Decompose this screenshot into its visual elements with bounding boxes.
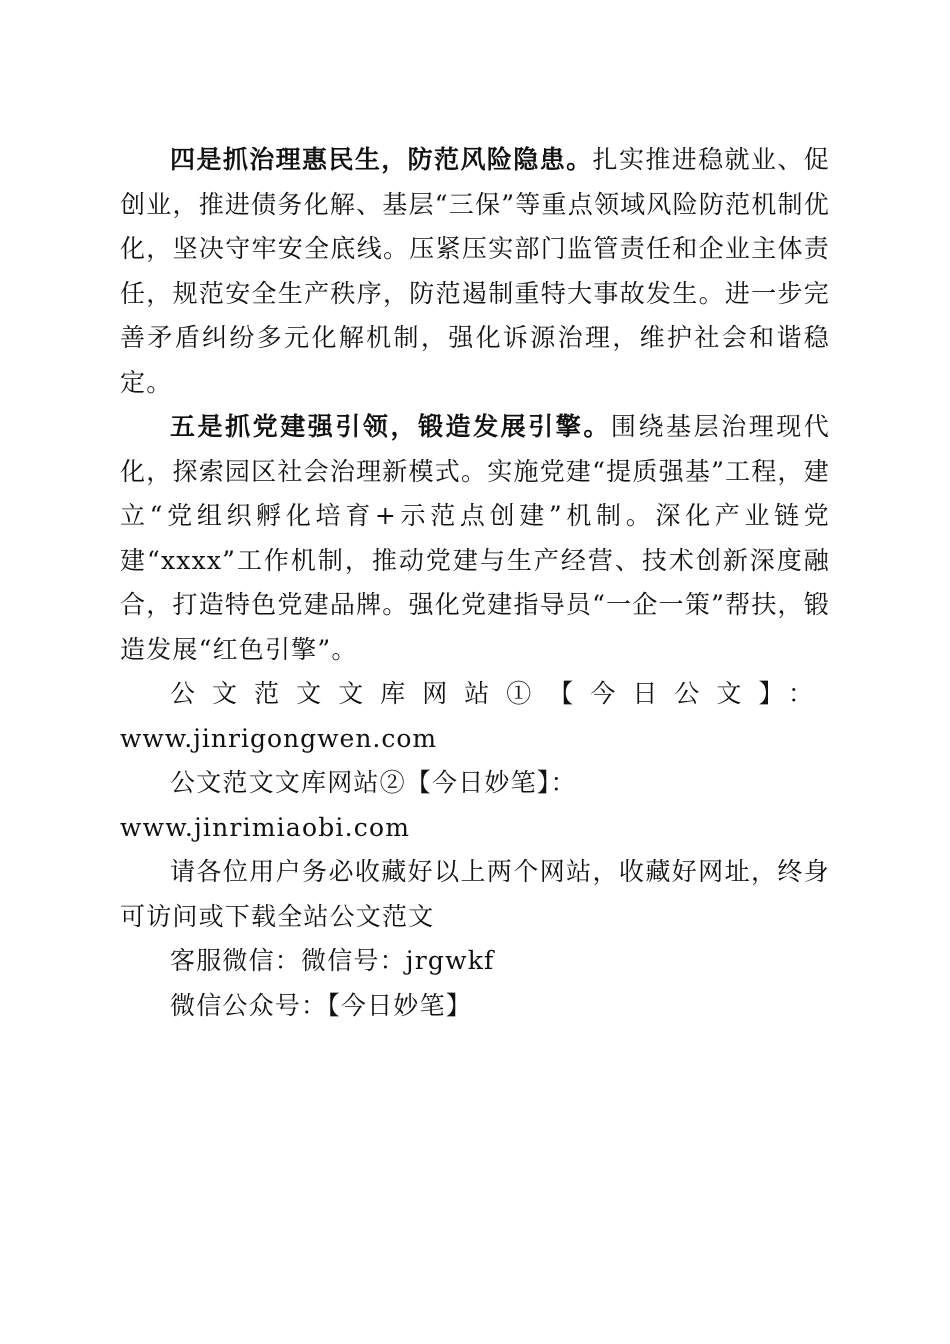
- site1-url-link[interactable]: www.jinrigongwen.com: [120, 723, 438, 753]
- paragraph-governance: [120, 138, 830, 405]
- paragraph-heading: 四是抓治理惠民生，防范风险隐患。: [170, 145, 593, 174]
- document-body: [120, 138, 830, 1028]
- wechat-public-account: 微信公众号：【今日妙笔】: [170, 990, 472, 1020]
- paragraph-text: 围绕基层治理现代化，探索园区社会治理新模式。实施党建“提质强基”工程，建立“党组织孵化培育+示范点创建”机制。深化产业链党建“xxxx”工作机制，推动党建与生产经营、技术创新深度融合，打造特色党建品牌。强化党建指导员“一企一策”帮扶，锻造发展“红色引擎”。: [120, 412, 830, 664]
- site1-label: 公文范文文库网站①【今日公文】：: [170, 679, 830, 708]
- bookmark-notice: 请各位用户务必收藏好以上两个网站，收藏好网址，终身可访问或下载全站公文范文: [120, 857, 830, 931]
- site2-line: 公文范文文库网站②【今日妙笔】：www.jinrimiaobi.com: [120, 768, 577, 842]
- paragraph-text: 扎实推进稳就业、促创业，推进债务化解、基层“三保”等重点领域风险防范机制优化，坚决守牢安全底线。压紧压实部门监管责任和企业主体责任，规范安全生产秩序，防范遏制重特大事故发生。进一步完善矛盾纠纷多元化解机制，强化诉源治理，维护社会和谐稳定。: [120, 145, 830, 397]
- paragraph-party-building: [120, 405, 830, 672]
- paragraph-heading: 五是抓党建强引领，锻造发展引擎。: [170, 412, 611, 441]
- wechat-service: 客服微信：微信号：jrgwkf: [170, 946, 495, 975]
